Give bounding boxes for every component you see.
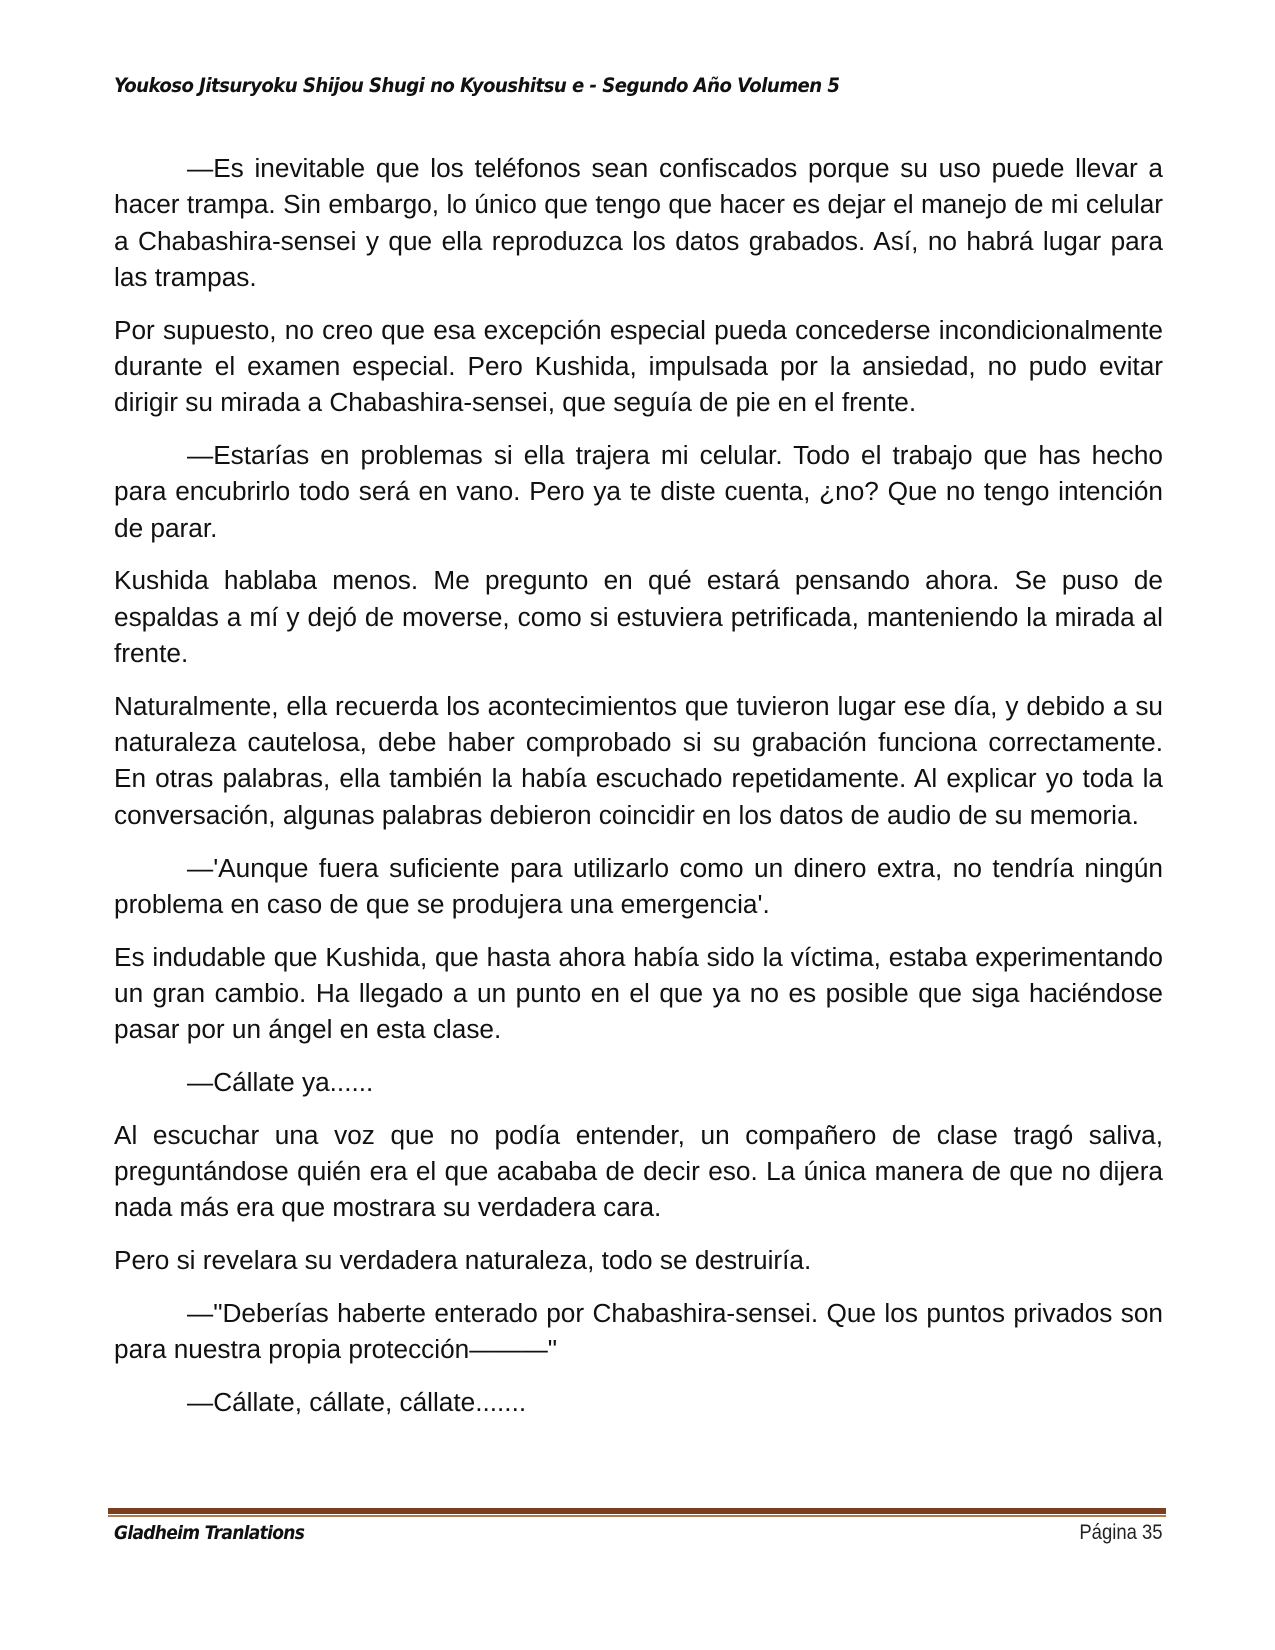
paragraph-dialogue: —'Aunque fuera suficiente para utilizarlo como un dinero extra, no tendría ningún problema en caso de que se produjera una emergencia'.: [114, 852, 1163, 919]
paragraph: Al escuchar una voz que no podía entender, un compañero de clase tragó saliva, preguntándose quién era el que acababa de decir eso. La única manera de que no dijera nada más era que mostrara su verdadera cara.: [114, 1119, 1163, 1223]
paragraph-dialogue: —"Deberías haberte enterado por Chabashira-sensei. Que los puntos privados son para nuestra propia protección———": [114, 1298, 1163, 1365]
footer-divider: [108, 1508, 1166, 1517]
footer-translator-credit: Gladheim Tranlations: [114, 1522, 305, 1544]
paragraph: Naturalmente, ella recuerda los acontecimientos que tuvieron lugar ese día, y debido a su naturaleza cautelosa, debe haber comprobado si su grabación funciona correctamente. En otras palabras, ella también la había escuchado repetidamente. Al explicar yo toda la conversación, algunas palabras debieron coincidir en los datos de audio de su memoria.: [114, 690, 1163, 830]
paragraph: Kushida hablaba menos. Me pregunto en qué estará pensando ahora. Se puso de espaldas a mí y dejó de moverse, como si estuviera petrificada, manteniendo la mirada al frente.: [114, 565, 1163, 669]
paragraph: Por supuesto, no creo que esa excepción especial pueda concederse incondicionalmente durante el examen especial. Pero Kushida, impulsada por la ansiedad, no pudo evitar dirigir su mirada a Chabashira-sensei, que seguía de pie en el frente.: [114, 314, 1163, 418]
paragraph: Es indudable que Kushida, que hasta ahora había sido la víctima, estaba experimentando un gran cambio. Ha llegado a un punto en el que ya no es posible que siga haciéndose pasar por un ángel en esta clase.: [114, 941, 1163, 1045]
footer-divider-thick: [108, 1508, 1166, 1514]
paragraph-dialogue: —Es inevitable que los teléfonos sean confiscados porque su uso puede llevar a hacer trampa. Sin embargo, lo único que tengo que hacer es dejar el manejo de mi celular a Chabashira-sensei y que ella reproduzca los datos grabados. Así, no habrá lugar para las trampas.: [114, 153, 1163, 292]
page-number: Página 35: [1079, 1521, 1163, 1544]
running-header-title: Youkoso Jitsuryoku Shijou Shugi no Kyoushitsu e - Segundo Año Volumen 5: [114, 74, 840, 97]
body-text: [114, 150, 1163, 1437]
paragraph-dialogue: —Cállate ya......: [187, 1067, 374, 1098]
paragraph-dialogue: —Estarías en problemas si ella trajera mi celular. Todo el trabajo que has hecho para encubrirlo todo será en vano. Pero ya te diste cuenta, ¿no? Que no tengo intención de parar.: [114, 440, 1163, 543]
footer-divider-thin: [108, 1515, 1166, 1517]
paragraph-dialogue: —Cállate, cállate, cállate.......: [187, 1387, 527, 1418]
paragraph: Pero si revelara su verdadera naturaleza, todo se destruiría.: [114, 1245, 812, 1276]
